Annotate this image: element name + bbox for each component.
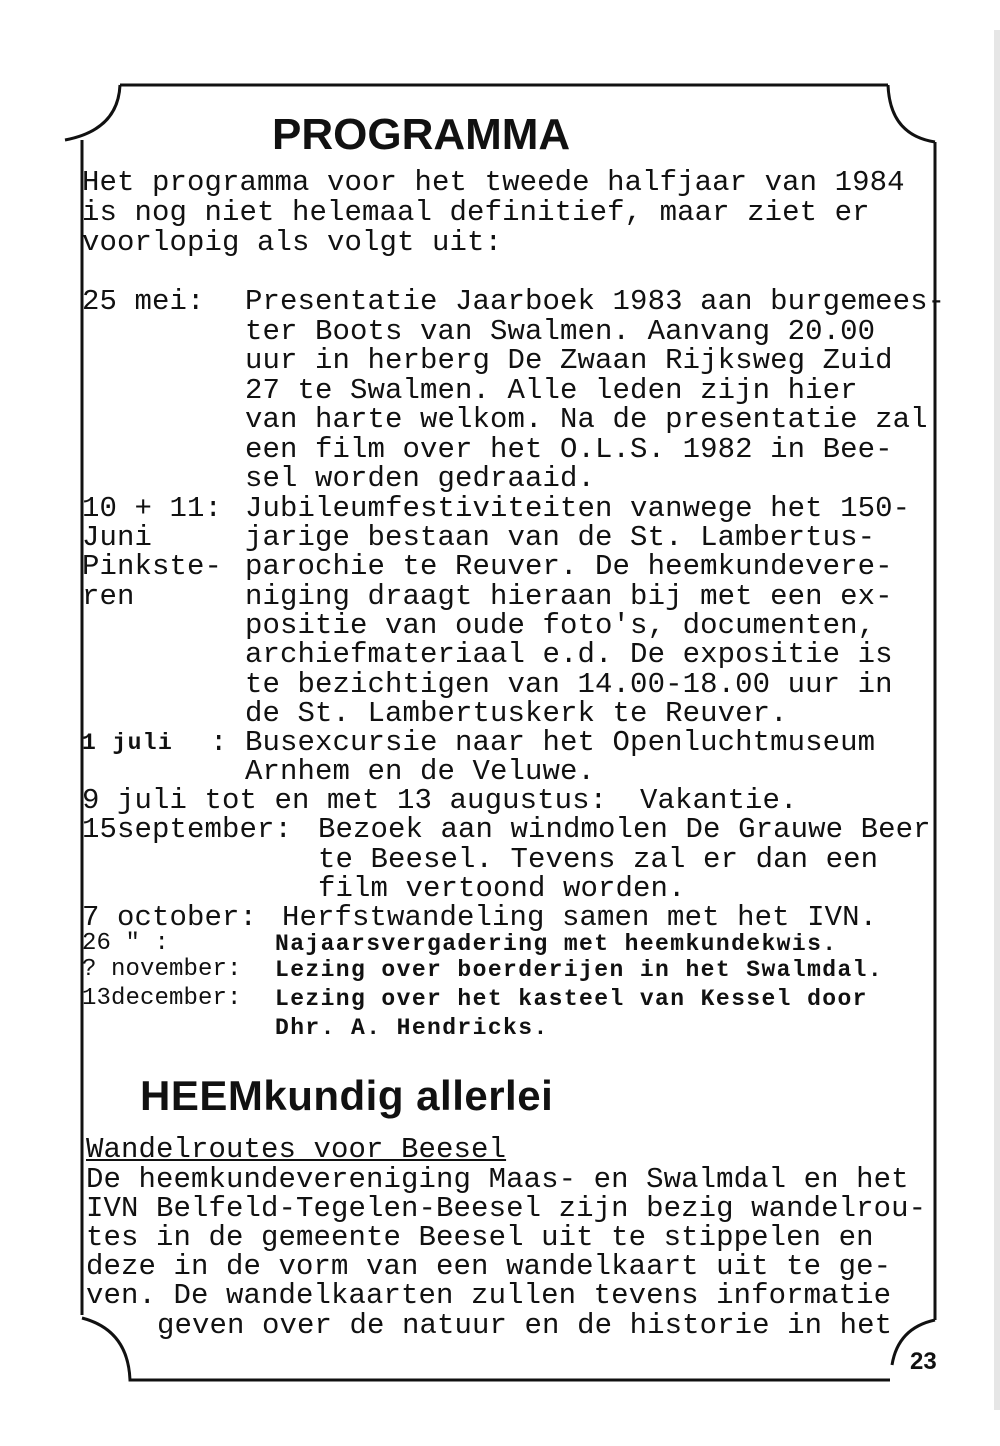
entry-text-line: Lezing over boerderijen in het Swalmdal. (275, 957, 884, 983)
entry-text-line: Lezing over het kasteel van Kessel door (275, 986, 868, 1012)
entry-date: 25 mei: (82, 285, 205, 318)
intro-line: Het programma voor het tweede halfjaar van 1984 (82, 166, 905, 199)
heemkundig-line: deze in de vorm van een wandelkaart uit te ge- (86, 1250, 892, 1283)
entry-date: 10 + 11: (82, 492, 223, 525)
entry-date: 13december: (82, 985, 242, 1012)
entry-text-line: Bezoek aan windmolen De Grauwe Beer (318, 813, 931, 846)
entry-text-line: archiefmateriaal e.d. De expositie is (245, 638, 893, 671)
entry-text-line: Herfstwandeling samen met het IVN. (282, 901, 878, 934)
entry-separator: : (210, 726, 228, 759)
heemkundig-line: De heemkundevereniging Maas- en Swalmdal en het (86, 1163, 909, 1196)
entry-text-line: positie van oude foto's, documenten, (245, 609, 876, 642)
heemkundig-line: IVN Belfeld-Tegelen-Beesel zijn bezig wandelrou- (86, 1192, 927, 1225)
heemkundig-subtitle: Wandelroutes voor Beesel (86, 1133, 507, 1166)
entry-date-line: ren (82, 580, 135, 613)
heemkundig-title: HEEMkundig allerlei (140, 1072, 554, 1119)
entry-text-line: Arnhem en de Veluwe. (245, 755, 596, 788)
entry-text-line: Najaarsvergadering met heemkundekwis. (275, 931, 838, 957)
entry-text-line: parochie te Reuver. De heemkundevere- (245, 550, 893, 583)
entry-text-line: uur in herberg De Zwaan Rijksweg Zuid (245, 344, 893, 377)
entry-date: 26 " : (82, 930, 170, 957)
entry-date: 15september: (82, 813, 293, 846)
entry-date: 1 juli (82, 730, 174, 756)
entry-text-line: te bezichtigen van 14.00-18.00 uur in (245, 668, 893, 701)
intro-line: is nog niet helemaal definitief, maar ziet er (82, 196, 870, 229)
entry-date-line: Pinkste- (82, 550, 223, 583)
entry-text-line: Presentatie Jaarboek 1983 aan burgemees- (245, 285, 946, 318)
entry-date-line: Juni (82, 521, 153, 554)
entry-text-line: Vakantie. (640, 784, 798, 817)
entry-text-line: jarige bestaan van de St. Lambertus- (245, 521, 876, 554)
entry-text-line: sel worden gedraaid. (245, 462, 596, 495)
entry-text-line: van harte welkom. Na de presentatie zal (245, 403, 928, 436)
entry-date: 9 juli tot en met 13 augustus: (82, 784, 608, 817)
entry-date: 7 october: (82, 901, 258, 934)
intro-line: voorlopig als volgt uit: (82, 226, 503, 259)
programma-title: PROGRAMMA (272, 110, 571, 159)
entry-text-line: film vertoond worden. (318, 872, 686, 905)
entry-text-line: 27 te Swalmen. Alle leden zijn hier (245, 374, 858, 407)
entry-text-line: te Beesel. Tevens zal er dan een (318, 843, 879, 876)
entry-date: ? november: (82, 956, 242, 983)
entry-text-line: ter Boots van Swalmen. Aanvang 20.00 (245, 315, 876, 348)
heemkundig-line: ven. De wandelkaarten zullen tevens informatie (86, 1279, 892, 1312)
entry-text-line: Jubileumfestiviteiten vanwege het 150- (245, 492, 911, 525)
entry-text-line: niging draagt hieraan bij met een ex- (245, 580, 893, 613)
page-number: 23 (910, 1348, 937, 1375)
heemkundig-line: geven over de natuur en de historie in het (157, 1309, 893, 1342)
heemkundig-line: tes in de gemeente Beesel uit te stippelen en (86, 1221, 874, 1254)
entry-text-line: Dhr. A. Hendricks. (275, 1015, 549, 1041)
entry-text-line: de St. Lambertuskerk te Reuver. (245, 697, 788, 730)
entry-text-line: een film over het O.L.S. 1982 in Bee- (245, 433, 893, 466)
entry-text-line: Busexcursie naar het Openluchtmuseum (245, 726, 876, 759)
